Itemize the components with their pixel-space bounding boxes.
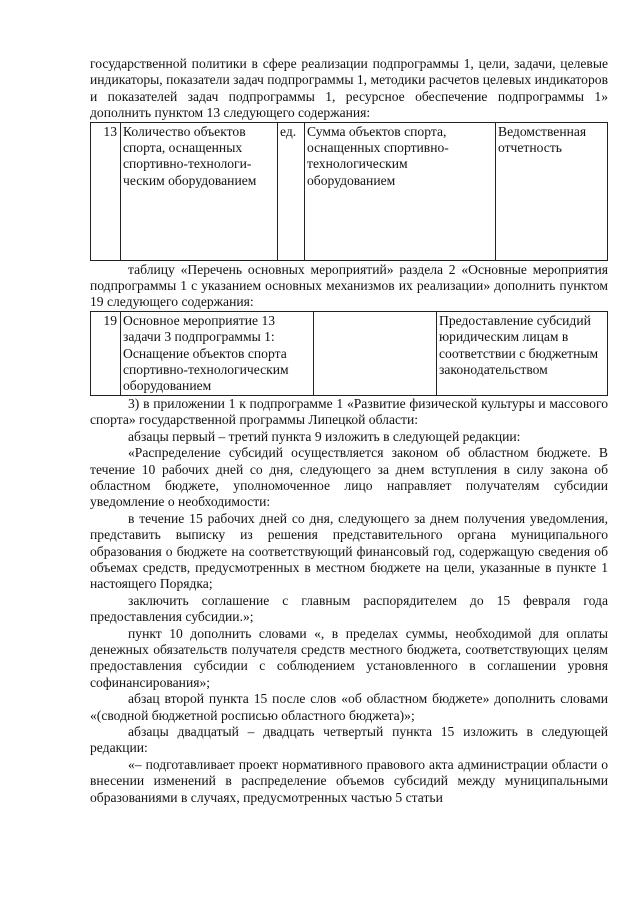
paragraph-3: 3) в приложении 1 к подпрограмме 1 «Развитие физической культуры и массового спорта» государственной программы Липецкой области:	[90, 395, 608, 428]
table-row	[91, 311, 608, 395]
unit-cell: ед.	[278, 122, 305, 260]
table-row	[91, 122, 608, 260]
paragraph-4: абзацы первый – третий пункта 9 изложить в следующей редакции:	[128, 428, 521, 444]
mechanism-cell: Предоставление субсидий юридическим лицам в соответствии с бюджетным законодательством	[437, 311, 608, 395]
document-page	[90, 56, 608, 806]
activity-name: Основное мероприятие 13 задачи 3 подпрограммы 1: Оснащение объектов спорта спортивно-технологическим оборудованием	[121, 311, 314, 395]
paragraph-11: «– подготавливает проект нормативного правового акта администрации области о внесении изменений в распределение объемов субсидий между муниципальными образованиями в случаях, предусмотренных частью 5 статьи	[90, 756, 608, 805]
data-source: Ведомственная отчетность	[496, 122, 608, 260]
paragraph-table2-intro: таблицу «Перечень основных мероприятий» раздела 2 «Основные мероприятия подпрограммы 1 с указанием основных механизмов их реализации» дополнить пунктом 19 следующего содержания:	[90, 261, 608, 310]
paragraph-6: в течение 15 рабочих дней со дня, следующего за днем получения уведомления, представить выписку из решения представительного органа муниципального образования о бюджете на соответствующий финансовый год, содержащую сведения об объемах средств, предусмотренных в местном бюджете на цели, указанные в пункте 1 настоящего Порядка;	[90, 510, 608, 592]
paragraph-9: абзац второй пункта 15 после слов «об областном бюджете» дополнить словами «(сводной бюджетной росписью областного бюджета)»;	[90, 691, 608, 723]
paragraph-8: пункт 10 дополнить словами «, в пределах суммы, необходимой для оплаты денежных обязательств получателя средств местного бюджета, соответствующих целям предоставления субсидии с соблюдением установленного в соглашении уровня софинансирования»;	[90, 625, 608, 690]
row-number: 19	[91, 311, 121, 395]
calculation-method: Сумма объектов спорта, оснащенных спортивно-технологическим оборудованием	[305, 122, 496, 260]
paragraph-7: заключить соглашение с главным распорядителем до 15 февраля года предоставления субсидии.»;	[90, 592, 608, 625]
indicator-name: Количество объектов спорта, оснащенных спортивно-технологи-ческим оборудованием	[121, 122, 278, 260]
indicator-table	[90, 122, 608, 261]
row-number: 13	[91, 122, 121, 260]
paragraph-intro: государственной политики в сфере реализации подпрограммы 1, цели, задачи, целевые индикаторы, показатели задач подпрограммы 1, методики расчетов целевых индикаторов и показателей задач подпрограммы 1, ресурсное обеспечение подпрограммы 1» дополнить пунктом 13 следующего содержания:	[90, 56, 608, 121]
paragraph-10: абзацы двадцатый – двадцать четвертый пункта 15 изложить в следующей редакции:	[90, 724, 608, 756]
empty-cell	[314, 311, 437, 395]
activities-table	[90, 311, 608, 396]
paragraph-5: «Распределение субсидий осуществляется законом об областном бюджете. В течение 10 рабочих дней со дня, следующего за днем вступления в силу закона об областном бюджете, уполномоченное лицо направляет получателям субсидии уведомление о необходимости:	[90, 445, 608, 510]
